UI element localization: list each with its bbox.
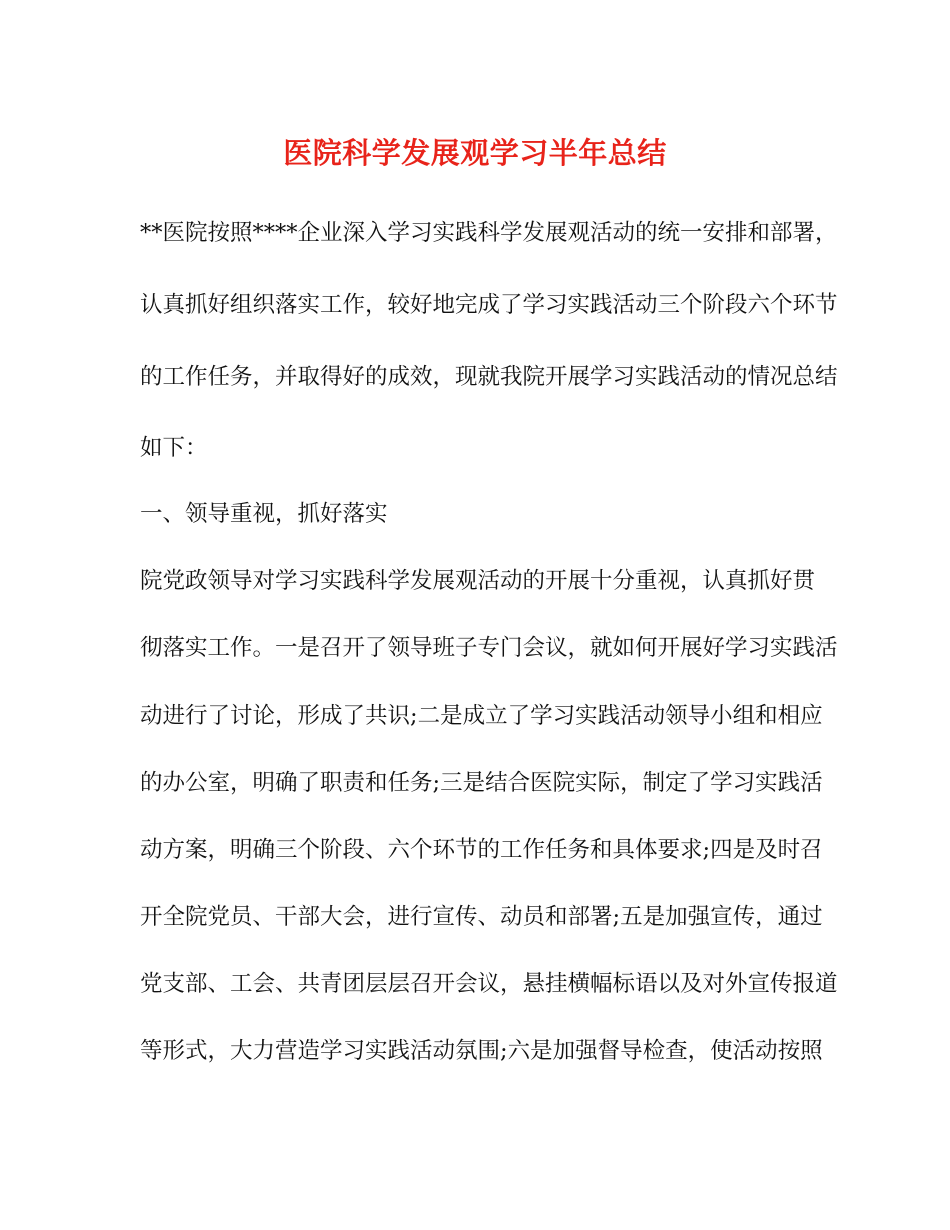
section-heading: 一、领导重视，抓好落实 — [140, 501, 388, 527]
paragraph-line: 如下： — [140, 435, 208, 461]
paragraph-line: 的工作任务，并取得好的成效，现就我院开展学习实践活动的情况总结 — [140, 364, 838, 390]
paragraph-line: 等形式，大力营造学习实践活动氛围;六是加强督导检查，使活动按照 — [140, 1038, 823, 1064]
paragraph-line: 开全院党员、干部大会，进行宣传、动员和部署;五是加强宣传，通过 — [140, 904, 823, 930]
paragraph-line: **医院按照****企业深入学习实践科学发展观活动的统一安排和部署， — [140, 220, 838, 246]
document-title: 医院科学发展观学习半年总结 — [283, 136, 667, 170]
paragraph-line: 认真抓好组织落实工作，较好地完成了学习实践活动三个阶段六个环节 — [140, 292, 838, 318]
paragraph-line: 党支部、工会、共青团层层召开会议，悬挂横幅标语以及对外宣传报道 — [140, 971, 838, 997]
paragraph-line: 动进行了讨论，形成了共识;二是成立了学习实践活动领导小组和相应 — [140, 703, 823, 729]
paragraph-line: 彻落实工作。一是召开了领导班子专门会议，就如何开展好学习实践活 — [140, 635, 838, 661]
paragraph-line: 院党政领导对学习实践科学发展观活动的开展十分重视，认真抓好贯 — [140, 568, 816, 594]
paragraph-line: 动方案，明确三个阶段、六个环节的工作任务和具体要求;四是及时召 — [140, 837, 823, 863]
paragraph-line: 的办公室，明确了职责和任务;三是结合医院实际，制定了学习实践活 — [140, 770, 823, 796]
